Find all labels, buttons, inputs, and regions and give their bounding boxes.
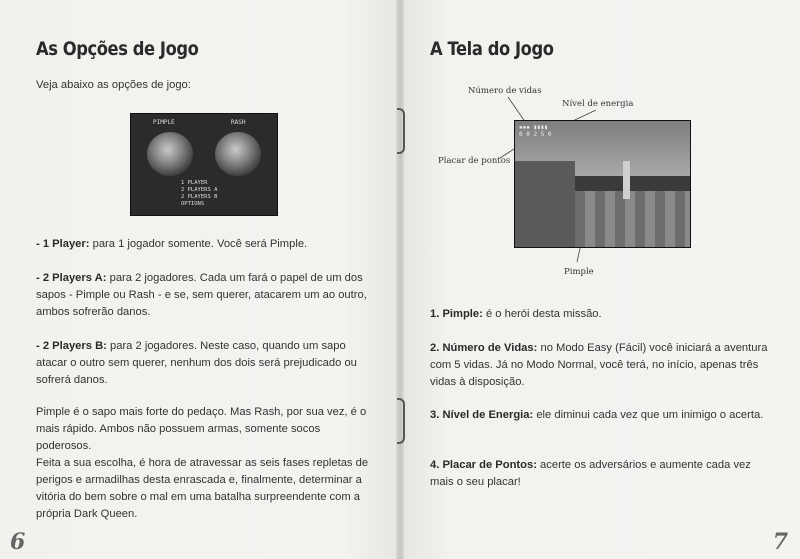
item-text: é o herói desta missão. [482, 308, 602, 320]
option-label: - 2 Players B: [36, 340, 107, 352]
cliff [515, 161, 575, 247]
option-1-player [36, 236, 371, 253]
callout-score: Placar de pontos [438, 156, 511, 166]
player2-name: RASH [231, 119, 246, 126]
page-number-left: 6 [10, 529, 26, 555]
item-pimple [430, 306, 775, 323]
option-label: - 1 Player: [36, 238, 90, 250]
pimple-portrait [147, 132, 193, 176]
menu-item: OPTIONS [181, 201, 205, 207]
item-score [430, 457, 775, 491]
item-label: 3. Nível de Energia: [430, 409, 534, 421]
staple-bottom [397, 398, 405, 444]
callout-pimple: Pimple [564, 267, 594, 277]
closing-paragraph-2: Feita a sua escolha, é hora de atravessar as seis fases repletas de perigos e armadilhas desta enrascada e, finalmente, determinar a vitória do bem sobre o mal em uma batalha surpreendente com a própria Dark Queen. [36, 457, 369, 520]
item-text: ele diminui cada vez que um inimigo o acerta. [533, 409, 764, 421]
item-lives [430, 340, 775, 391]
select-menu [181, 180, 217, 208]
rash-portrait [215, 132, 261, 176]
menu-item: 2 PLAYERS A [181, 187, 218, 193]
callout-lives: Número de vidas [468, 86, 542, 96]
item-label: 1. Pimple: [430, 308, 483, 320]
menu-item: 2 PLAYERS B [181, 194, 218, 200]
menu-item: 1 PLAYER [181, 180, 208, 186]
item-label: 4. Placar de Pontos: [430, 459, 537, 471]
right-page [400, 0, 800, 559]
left-page-title: As Opções de Jogo [36, 38, 199, 60]
book-gutter [396, 0, 404, 559]
staple-top [397, 108, 405, 154]
item-energy [430, 407, 775, 424]
player1-name: PIMPLE [153, 119, 175, 126]
option-text: para 1 jogador somente. Você será Pimple. [89, 238, 308, 250]
pimple-sprite [623, 161, 630, 199]
option-2-players-a [36, 270, 371, 321]
left-intro: Veja abaixo as opções de jogo: [36, 79, 191, 91]
item-text: acerte os adversários e aumente cada vez mais o seu placar! [430, 459, 751, 488]
option-label: - 2 Players A: [36, 272, 107, 284]
option-text: para 2 jogadores. Neste caso, quando um sapo atacar o outro sem querer, nenhum dos dois será prejudicado ou sofrerá danos. [36, 340, 357, 386]
option-2-players-b [36, 338, 371, 389]
game-screen-screenshot [514, 120, 691, 248]
item-label: 2. Número de Vidas: [430, 342, 538, 354]
right-page-title: A Tela do Jogo [430, 38, 554, 60]
character-select-screenshot [130, 113, 278, 216]
callout-energy: Nível de energia [562, 99, 634, 109]
page-number-right: 7 [772, 529, 788, 555]
closing-paragraph: Pimple é o sapo mais forte do pedaço. Mas Rash, por sua vez, é o mais rápido. Ambos não possuem armas, somente socos poderosos. [36, 406, 367, 452]
hud: ▪▪▪ ▮▮▮▮ 0 0 2 5 0 [519, 124, 552, 138]
item-text: no Modo Easy (Fácil) você iniciará a aventura com 5 vidas. Já no Modo Normal, você terá, no início, apenas três vidas à disposição. [430, 342, 768, 388]
option-text: para 2 jogadores. Cada um fará o papel de um dos sapos - Pimple ou Rash - e se, sem querer, atacarem um ao outro, ambos sofrerão danos. [36, 272, 367, 318]
